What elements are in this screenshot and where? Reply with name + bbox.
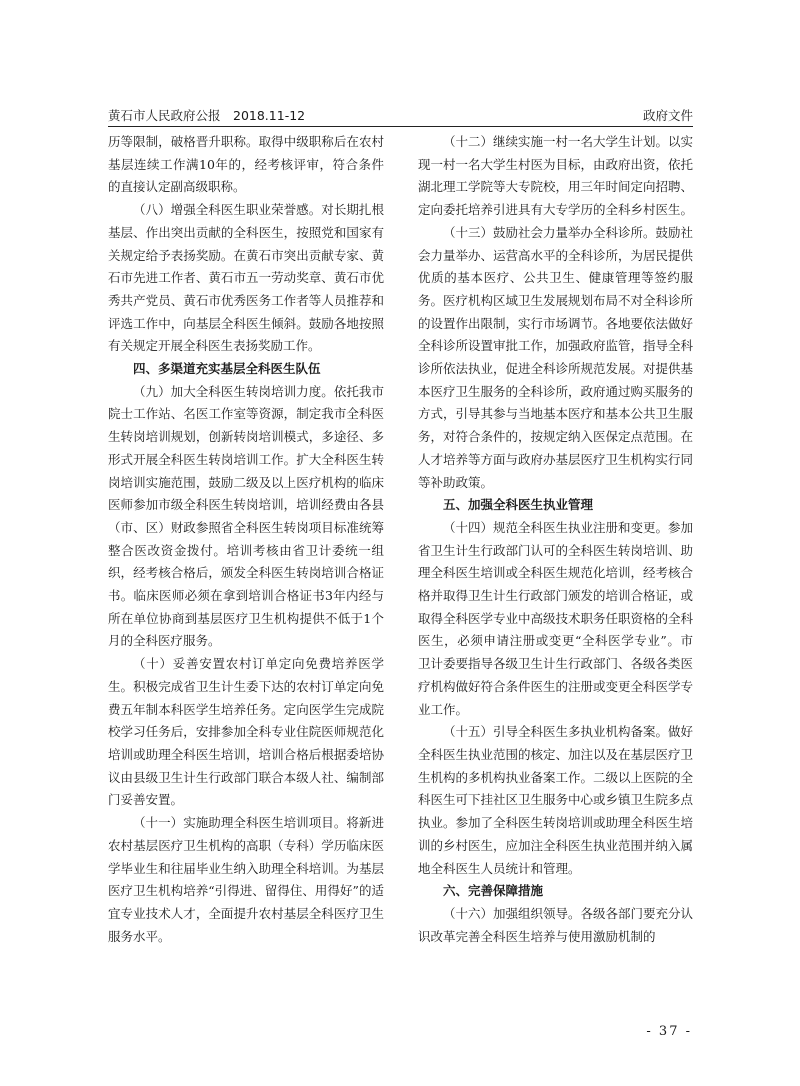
section-label: 政府文件 xyxy=(642,108,693,123)
paragraph: （十）妥善安置农村订单定向免费培养医学生。积极完成省卫生计生委下达的农村订单定向免费五年制本科医学生培养任务。定向医学生完成院校学习任务后，安排参加全科专业住院医师规范化培训或助理全科医生培训，培训合格后根据委培协议由县级卫生计生行政部门联合本级人社、编制部门妥善安置。 xyxy=(108,656,384,808)
page-number: - 37 - xyxy=(646,1024,692,1039)
running-header xyxy=(108,104,693,126)
section-heading: 六、完善保障措施 xyxy=(443,883,544,899)
right-text-column xyxy=(418,131,693,948)
section-heading: 五、加强全科医生执业管理 xyxy=(443,497,594,513)
paragraph: 历等限制，破格晋升职称。取得中级职称后在农村基层连续工作满10年的，经考核评审，符合条件的直接认定副高级职称。 xyxy=(108,134,384,195)
left-text-column xyxy=(108,131,384,948)
header-divider xyxy=(108,126,693,127)
paragraph: （十三）鼓励社会力量举办全科诊所。鼓励社会力量举办、运营高水平的全科诊所，为居民提供优质的基本医疗、公共卫生、健康管理等签约服务。医疗机构区域卫生发展规划布局不对全科诊所的设置作出限制，实行市场调节。各地要依法做好全科诊所设置审批工作，加强政府监管，指导全科诊所依法执业，促进全科诊所规范发展。对提供基本医疗卫生服务的全科诊所，政府通过购买服务的方式，引导其参与当地基本医疗和基本公共卫生服务，对符合条件的，按规定纳入医保定点范围。在人才培养等方面与政府办基层医疗卫生机构实行同等补助政策。 xyxy=(418,224,694,490)
publication-title: 黄石市人民政府公报 2018.11-12 xyxy=(108,108,306,123)
paragraph: （九）加大全科医生转岗培训力度。依托我市院士工作站、名医工作室等资源，制定我市全科医生转岗培训规划，创新转岗培训模式，多途径、多形式开展全科医生转岗培训工作。扩大全科医生转岗培训实施范围，鼓励二级及以上医疗机构的临床医师参加市级全科医生转岗培训，培训经费由各县（市、区）财政参照省全科医生转岗项目标准统筹整合医改资金拨付。培训考核由省卫计委统一组织，经考核合格后，颁发全科医生转岗培训合格证书。临床医师必须在拿到培训合格证书3年内经与所在单位协商到基层医疗卫生机构提供不低于1个月的全科医疗服务。 xyxy=(108,383,384,649)
section-heading: 四、多渠道充实基层全科医生队伍 xyxy=(133,361,321,377)
paragraph: （十一）实施助理全科医生培训项目。将新进农村基层医疗卫生机构的高职（专科）学历临床医学毕业生和往届毕业生纳入助理全科培训。为基层医疗卫生机构培养“引得进、留得住、用得好”的适宜专业技术人才，全面提升农村基层全科医疗卫生服务水平。 xyxy=(108,815,384,944)
paragraph: （十二）继续实施一村一名大学生计划。以实现一村一名大学生村医为目标，由政府出资，依托湖北理工学院等大专院校，用三年时间定向招聘、定向委托培养引进具有大专学历的全科乡村医生。 xyxy=(418,134,694,218)
paragraph: （八）增强全科医生职业荣誉感。对长期扎根基层、作出突出贡献的全科医生，按照党和国家有关规定给予表扬奖励。在黄石市突出贡献专家、黄石市先进工作者、黄石市五一劳动奖章、黄石市优秀共产党员、黄石市优秀医务工作者等人员推荐和评选工作中，向基层全科医生倾斜。鼓励各地按照有关规定开展全科医生表扬奖励工作。 xyxy=(108,202,384,354)
paragraph: （十四）规范全科医生执业注册和变更。参加省卫生计生行政部门认可的全科医生转岗培训、助理全科医生培训或全科医生规范化培训，经考核合格并取得卫生计生行政部门颁发的培训合格证，或取得全科医学专业中高级技术职务任职资格的全科医生，必须申请注册或变更“全科医学专业”。市卫计委要指导各级卫生计生行政部门、各级各类医疗机构做好符合条件医生的注册或变更全科医学专业工作。 xyxy=(418,519,694,717)
paragraph: （十六）加强组织领导。各级各部门要充分认识改革完善全科医生培养与使用激励机制的 xyxy=(418,905,694,944)
paragraph: （十五）引导全科医生多执业机构备案。做好全科医生执业范围的核定、加注以及在基层医疗卫生机构的多机构执业备案工作。二级以上医院的全科医生可下挂社区卫生服务中心或乡镇卫生院多点执业。参加了全科医生转岗培训或助理全科医生培训的乡村医生，应加注全科医生执业范围并纳入属地全科医生人员统计和管理。 xyxy=(418,724,694,876)
